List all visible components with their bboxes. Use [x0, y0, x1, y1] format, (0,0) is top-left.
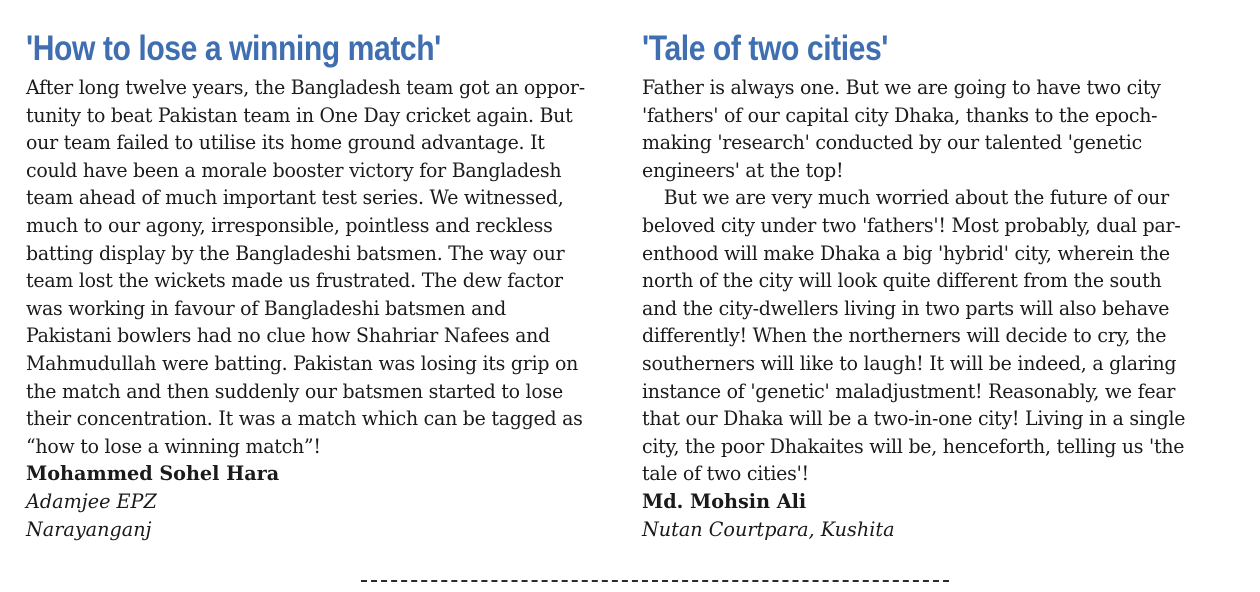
text-line: our team failed to utilise its home ground advantage. It: [26, 131, 545, 155]
letter-left: [26, 26, 618, 543]
text-line: 'fathers' of our capital city Dhaka, thanks to the epoch-: [642, 103, 1158, 127]
text-line: tale of two cities'!: [642, 462, 809, 486]
letter-heading: 'Tale of two cities': [642, 29, 889, 68]
text-line: beloved city under two 'fathers'! Most probably, dual par-: [642, 213, 1181, 237]
text-line: city, the poor Dhakaites will be, henceforth, telling us 'the: [642, 434, 1185, 458]
text-line: north of the city will look quite different from the south: [642, 269, 1162, 293]
text-line: “how to lose a winning match”!: [26, 434, 321, 458]
text-line: was working in favour of Bangladeshi batsmen and: [26, 296, 507, 320]
text-line: Father is always one. But we are going to have two city: [642, 76, 1161, 99]
text-line: tunity to beat Pakistan team in One Day cricket again. But: [26, 103, 573, 127]
author-city: Narayanganj: [26, 517, 152, 541]
letter-heading: 'How to lose a winning match': [26, 29, 441, 68]
author-name: Mohammed Sohel Hara: [26, 462, 280, 486]
text-line: instance of 'genetic' maladjustment! Reasonably, we fear: [642, 379, 1176, 403]
text-line: southerners will like to laugh! It will be indeed, a glaring: [642, 351, 1177, 375]
text-line: their concentration. It was a match which can be tagged as: [26, 407, 583, 431]
text-line: the match and then suddenly our batsmen started to lose: [26, 379, 563, 403]
author-address: Adamjee EPZ: [26, 489, 157, 513]
letter-body: [26, 74, 618, 460]
author-address: Nutan Courtpara, Kushita: [642, 517, 895, 541]
text-line: and the city-dwellers living in two parts will also behave: [642, 296, 1170, 320]
text-line: batting display by the Bangladeshi batsmen. The way our: [26, 241, 565, 265]
dashed-divider: [361, 580, 949, 582]
text-line: After long twelve years, the Bangladesh team got an oppor-: [26, 76, 585, 99]
text-line: Mahmudullah were batting. Pakistan was losing its grip on: [26, 351, 579, 375]
text-line: Pakistani bowlers had no clue how Shahriar Nafees and: [26, 324, 550, 348]
text-line: team lost the wickets made us frustrated. The dew factor: [26, 269, 563, 293]
text-line: much to our agony, irresponsible, pointless and reckless: [26, 213, 553, 237]
text-line: But we are very much worried about the future of our: [663, 186, 1169, 210]
letter-body: [642, 74, 1234, 488]
text-line: could have been a morale booster victory for Bangladesh: [26, 158, 562, 182]
text-line: enthood will make Dhaka a big 'hybrid' city, wherein the: [642, 241, 1170, 265]
text-line: making 'research' conducted by our talented 'genetic: [642, 131, 1142, 155]
text-line: that our Dhaka will be a two-in-one city! Living in a single: [642, 407, 1186, 431]
text-line: differently! When the northerners will decide to cry, the: [642, 324, 1167, 348]
author-name: Md. Mohsin Ali: [642, 489, 807, 513]
letter-right: [642, 26, 1234, 543]
text-line: team ahead of much important test series. We witnessed,: [26, 186, 564, 210]
text-line: engineers' at the top!: [642, 158, 844, 182]
